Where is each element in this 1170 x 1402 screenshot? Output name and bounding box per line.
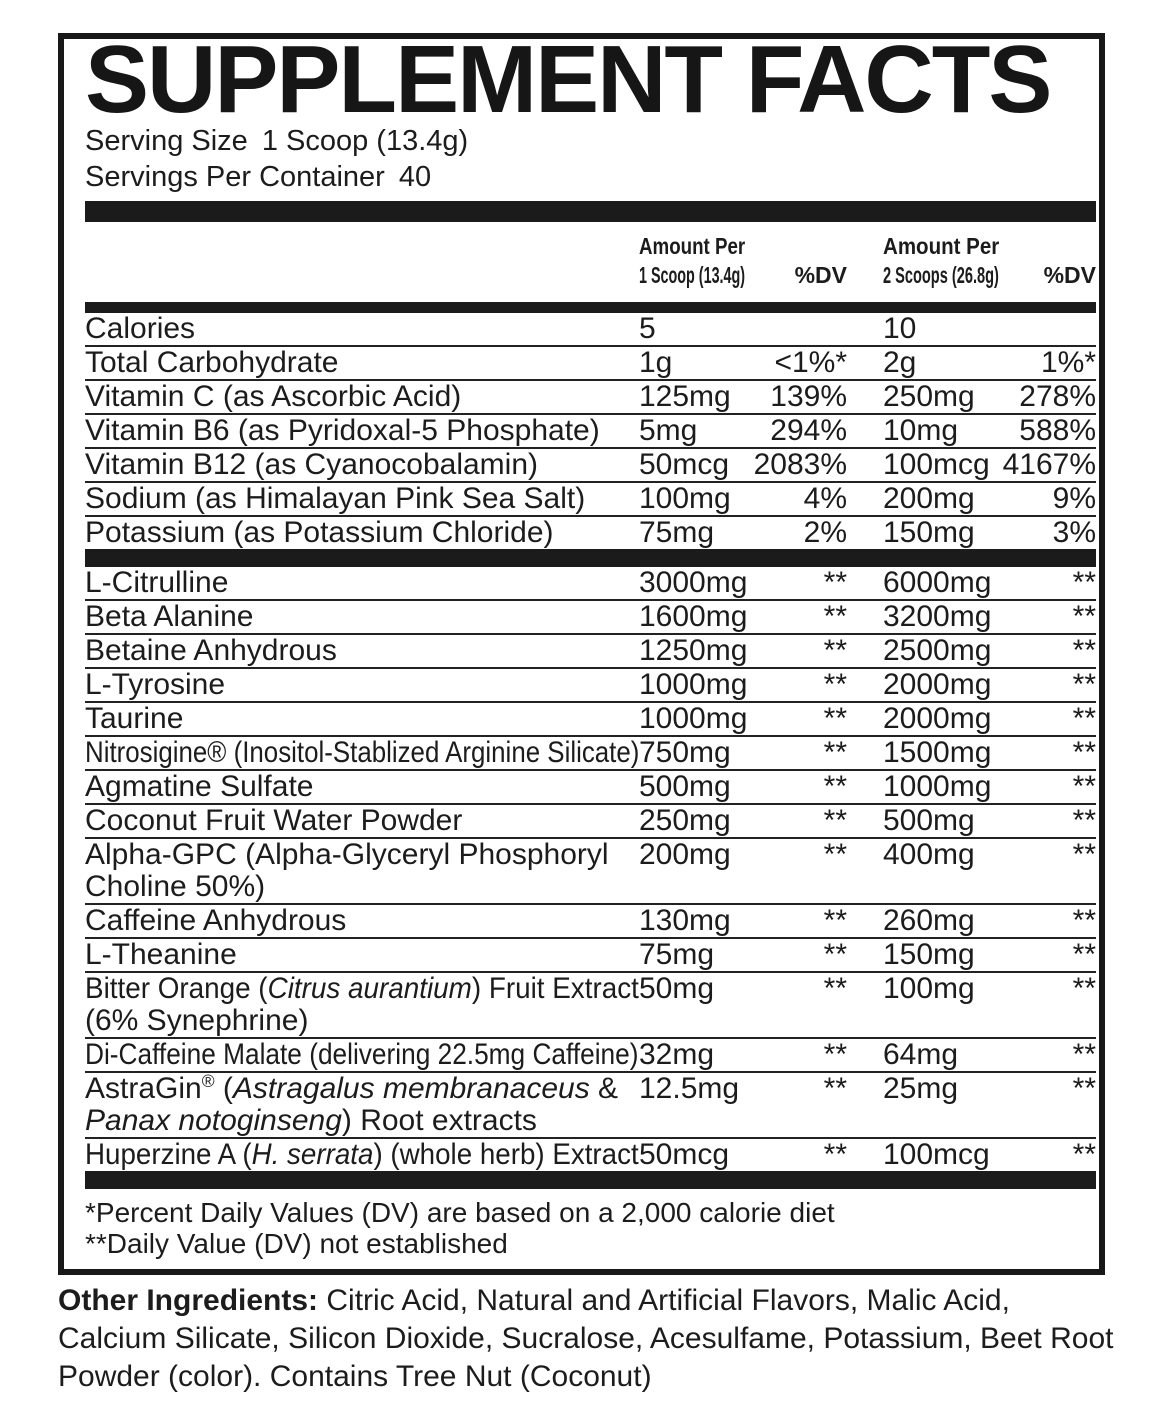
amount-1-scoop: 1250mg <box>639 634 748 667</box>
amount-2-scoops: 500mg <box>883 804 975 837</box>
ingredient-name: Coconut Fruit Water Powder <box>85 804 463 837</box>
column-header-amount-2-scoops <box>847 232 999 290</box>
amount-1-scoop: 200mg <box>639 838 731 871</box>
ingredient-name: Alpha-GPC (Alpha-Glyceryl Phosphoryl Choline 50%) <box>85 838 609 903</box>
dv-2-scoops: 278% <box>1019 380 1096 413</box>
dv-1-scoop: ** <box>823 904 847 937</box>
ingredient-name: Vitamin C (as Ascorbic Acid) <box>85 380 462 413</box>
table-row <box>85 313 1096 347</box>
dv-1-scoop: ** <box>823 838 847 871</box>
amount-1-scoop: 500mg <box>639 770 731 803</box>
amount-2-scoops: 64mg <box>883 1038 959 1071</box>
table-row <box>85 1139 1096 1171</box>
amount-1-scoop: 5mg <box>639 414 698 447</box>
table-row <box>85 517 1096 549</box>
table-row <box>85 905 1096 939</box>
dv-1-scoop: 294% <box>770 414 847 447</box>
table-row <box>85 939 1096 973</box>
ingredient-name: Bitter Orange (Citrus aurantium) Fruit Extract (6% Synephrine) <box>85 972 639 1037</box>
scoop-1-size-label: 1 Scoop (13.4g) <box>639 262 746 288</box>
dv-1-scoop: <1%* <box>774 346 847 379</box>
dv-1-scoop: ** <box>823 1072 847 1105</box>
ingredient-name: Beta Alanine <box>85 600 254 633</box>
column-header-amount-1-scoop <box>639 232 745 290</box>
servings-per-container-line <box>85 159 1096 195</box>
amount-1-scoop: 3000mg <box>639 566 748 599</box>
dv-2-scoops: ** <box>1072 566 1096 599</box>
amount-1-scoop: 100mg <box>639 482 731 515</box>
table-row <box>85 669 1096 703</box>
table-row <box>85 635 1096 669</box>
ingredient-name: Huperzine A (H. serrata) (whole herb) Extract <box>85 1138 639 1171</box>
dv-1-scoop: ** <box>823 1138 847 1171</box>
amount-1-scoop: 5 <box>639 312 656 345</box>
ingredient-name: Nitrosigine® (Inositol-Stablized Arginine Silicate) <box>85 736 640 769</box>
footnote-daily-values: *Percent Daily Values (DV) are based on a 2,000 calorie diet <box>85 1197 835 1228</box>
dv-2-scoops: ** <box>1072 804 1096 837</box>
ingredient-name: L-Citrulline <box>85 566 229 599</box>
nutrients-section <box>85 313 1096 549</box>
table-row <box>85 601 1096 635</box>
dv-1-scoop: ** <box>823 938 847 971</box>
amount-2-scoops: 100mcg <box>883 448 990 481</box>
column-headers <box>85 222 1096 302</box>
dv-2-scoops: ** <box>1072 1038 1096 1071</box>
amount-1-scoop: 50mcg <box>639 448 730 481</box>
amount-1-scoop: 125mg <box>639 380 731 413</box>
amount-2-scoops: 400mg <box>883 838 975 871</box>
divider-bar-bottom <box>85 1171 1096 1189</box>
scoop-2-size-label: 2 Scoops (26.8g) <box>883 262 999 288</box>
dv-2-scoops: ** <box>1072 634 1096 667</box>
other-ingredients-label: Other Ingredients: <box>58 1284 319 1317</box>
dv-1-scoop: ** <box>823 972 847 1005</box>
table-row <box>85 449 1096 483</box>
serving-size-label: Serving Size <box>85 125 248 157</box>
amount-1-scoop: 75mg <box>639 938 715 971</box>
other-ingredients <box>58 1282 1120 1396</box>
dv-2-scoops: ** <box>1072 938 1096 971</box>
dv-1-scoop: ** <box>823 600 847 633</box>
dv-2-scoops: ** <box>1072 668 1096 701</box>
dv-2-scoops: 588% <box>1019 414 1096 447</box>
dv-1-scoop: ** <box>823 1038 847 1071</box>
dv-2-scoops: ** <box>1072 600 1096 633</box>
ingredient-name: Taurine <box>85 702 184 735</box>
table-row <box>85 567 1096 601</box>
serving-size-value: 1 Scoop (13.4g) <box>261 125 469 157</box>
amount-1-scoop: 12.5mg <box>639 1072 740 1105</box>
ingredient-name: Total Carbohydrate <box>85 346 339 379</box>
column-header-dv-1: %DV <box>794 262 847 288</box>
dv-2-scoops: ** <box>1072 770 1096 803</box>
dv-1-scoop: ** <box>823 736 847 769</box>
supplement-facts-panel <box>58 26 1105 1275</box>
dv-2-scoops: ** <box>1072 736 1096 769</box>
dv-2-scoops: 9% <box>1052 482 1096 515</box>
amount-2-scoops: 25mg <box>883 1072 959 1105</box>
amount-2-scoops: 250mg <box>883 380 975 413</box>
amount-2-scoops: 2000mg <box>883 668 992 701</box>
table-row <box>85 1039 1096 1073</box>
dv-1-scoop: ** <box>823 668 847 701</box>
amount-2-scoops: 2500mg <box>883 634 992 667</box>
amount-per-2-label: Amount Per <box>883 233 1000 259</box>
amount-1-scoop: 1600mg <box>639 600 748 633</box>
dv-1-scoop: 2% <box>803 516 847 549</box>
amount-2-scoops: 10mg <box>883 414 959 447</box>
amount-2-scoops: 150mg <box>883 516 975 549</box>
amount-1-scoop: 1000mg <box>639 668 748 701</box>
divider-bar-middle <box>85 549 1096 567</box>
dv-1-scoop: 4% <box>803 482 847 515</box>
other-ingredients-text: Citric Acid, Natural and Artificial Flavors, Malic Acid, Calcium Silicate, Silicon Dioxide, Sucralose, Acesulfame, Potassium, Beet Root Powder (color). Contains Tree Nut (Coconut) <box>58 1284 1114 1393</box>
footnotes <box>85 1189 1096 1269</box>
ingredient-name: L-Tyrosine <box>85 668 226 701</box>
dv-1-scoop: ** <box>823 804 847 837</box>
dv-2-scoops: ** <box>1072 904 1096 937</box>
amount-1-scoop: 130mg <box>639 904 731 937</box>
ingredient-name: Caffeine Anhydrous <box>85 904 347 937</box>
dv-2-scoops: ** <box>1072 838 1096 871</box>
amount-2-scoops: 6000mg <box>883 566 992 599</box>
amount-per-1-label: Amount Per <box>639 233 746 259</box>
amount-2-scoops: 200mg <box>883 482 975 515</box>
column-header-dv-2: %DV <box>1043 262 1096 288</box>
table-row <box>85 415 1096 449</box>
dv-1-scoop: ** <box>823 634 847 667</box>
panel-title-text: SUPPLEMENT FACTS <box>85 26 1051 133</box>
ingredient-name: Sodium (as Himalayan Pink Sea Salt) <box>85 482 586 515</box>
amount-2-scoops: 150mg <box>883 938 975 971</box>
divider-bar-header <box>85 302 1096 313</box>
amount-2-scoops: 260mg <box>883 904 975 937</box>
dv-2-scoops: 1%* <box>1040 346 1096 379</box>
dv-2-scoops: ** <box>1072 1138 1096 1171</box>
dv-2-scoops: 3% <box>1052 516 1096 549</box>
dv-2-scoops: 4167% <box>1002 448 1096 481</box>
ingredient-name: Agmatine Sulfate <box>85 770 314 803</box>
dv-1-scoop: 139% <box>770 380 847 413</box>
panel-title <box>85 26 1096 133</box>
amount-1-scoop: 1000mg <box>639 702 748 735</box>
table-row <box>85 347 1096 381</box>
amount-1-scoop: 50mg <box>639 972 715 1005</box>
dv-1-scoop: 2083% <box>753 448 847 481</box>
table-row <box>85 703 1096 737</box>
amount-1-scoop: 250mg <box>639 804 731 837</box>
ingredient-name: L-Theanine <box>85 938 237 971</box>
amount-2-scoops: 3200mg <box>883 600 992 633</box>
ingredients-section <box>85 567 1096 1171</box>
table-row <box>85 839 1096 905</box>
amount-1-scoop: 750mg <box>639 736 731 769</box>
dv-2-scoops: ** <box>1072 972 1096 1005</box>
amount-2-scoops: 1000mg <box>883 770 992 803</box>
ingredient-name: Vitamin B12 (as Cyanocobalamin) <box>85 448 539 481</box>
ingredient-name: Potassium (as Potassium Chloride) <box>85 516 554 549</box>
dv-2-scoops: ** <box>1072 702 1096 735</box>
dv-2-scoops: ** <box>1072 1072 1096 1105</box>
table-row <box>85 381 1096 415</box>
dv-1-scoop: ** <box>823 702 847 735</box>
ingredient-name: AstraGin® (Astragalus membranaceus & Panax notoginseng) Root extracts <box>85 1071 619 1137</box>
amount-1-scoop: 32mg <box>639 1038 715 1071</box>
amount-1-scoop: 1g <box>639 346 673 379</box>
amount-2-scoops: 100mg <box>883 972 975 1005</box>
footnote-not-established: **Daily Value (DV) not established <box>85 1228 508 1259</box>
table-row <box>85 1073 1096 1139</box>
ingredient-name: Vitamin B6 (as Pyridoxal-5 Phosphate) <box>85 414 600 447</box>
ingredient-name: Di-Caffeine Malate (delivering 22.5mg Caffeine) <box>85 1038 639 1071</box>
dv-1-scoop: ** <box>823 566 847 599</box>
ingredient-name: Betaine Anhydrous <box>85 634 337 667</box>
servings-per-container-value: 40 <box>398 161 432 193</box>
amount-2-scoops: 2000mg <box>883 702 992 735</box>
serving-info <box>85 123 1096 195</box>
table-row <box>85 771 1096 805</box>
amount-2-scoops: 1500mg <box>883 736 992 769</box>
table-row <box>85 805 1096 839</box>
amount-1-scoop: 50mcg <box>639 1138 730 1171</box>
amount-2-scoops: 2g <box>883 346 917 379</box>
table-row <box>85 737 1096 771</box>
servings-per-container-label: Servings Per Container <box>85 161 385 193</box>
amount-1-scoop: 75mg <box>639 516 715 549</box>
dv-1-scoop: ** <box>823 770 847 803</box>
amount-2-scoops: 10 <box>883 312 917 345</box>
amount-2-scoops: 100mcg <box>883 1138 990 1171</box>
table-row <box>85 483 1096 517</box>
ingredient-name: Calories <box>85 312 196 345</box>
divider-bar-top <box>85 201 1096 222</box>
table-row <box>85 973 1096 1039</box>
